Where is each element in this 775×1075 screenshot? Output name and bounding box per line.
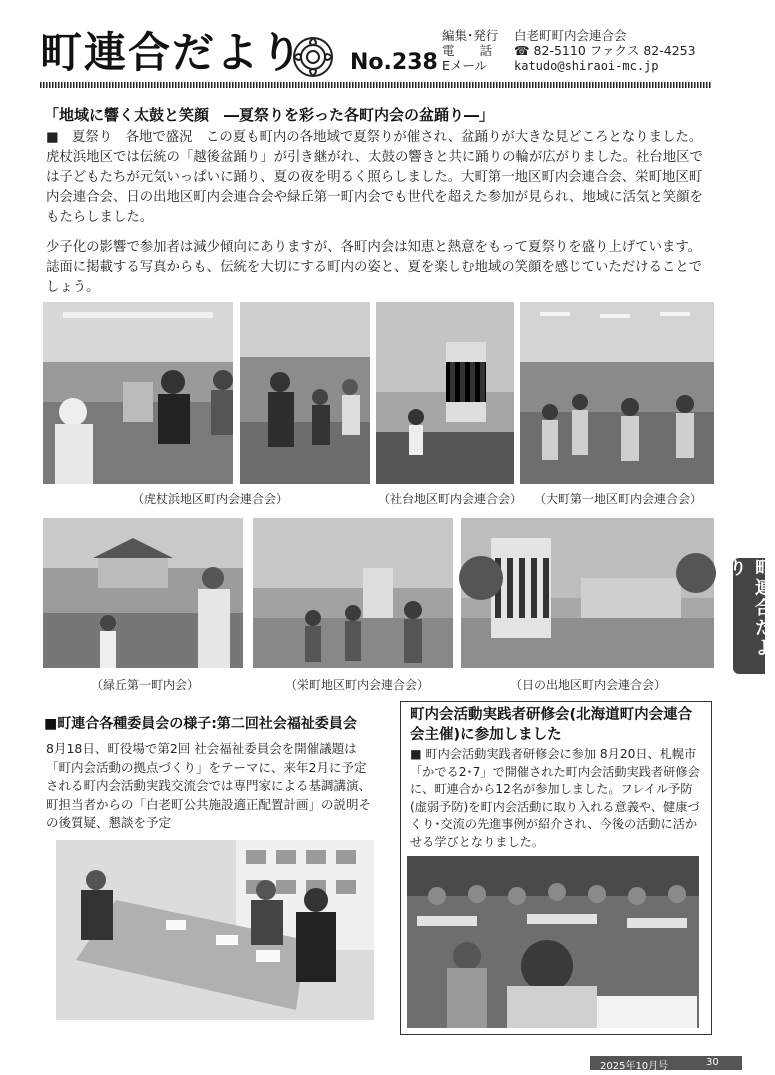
caption-hinode: （日の出地区町内会連合会）: [509, 678, 666, 692]
article-headline: 「地域に響く太鼓と笑顔 ―夏祭りを彩った各町内会の盆踊り―」: [44, 106, 495, 124]
phone-numbers: ☎ 82-5110 ファクス 82-4253: [514, 43, 696, 58]
article-paragraph-2: 少子化の影響で参加者は減少傾向にありますが、各町内会は知恵と熱意をもって夏祭りを盛り上げています。誌面に掲載する写真からも、伝統を大切にする町内の姿と、夏を楽しむ地域の笑顔を感じていただけることでしょう。: [46, 240, 703, 295]
article-paragraph-1: ■ 夏祭り 各地で盛況 この夏も町内の各地域で夏祭りが催され、盆踊りが大きな見どころとなりました。虎杖浜地区では伝統の「越後盆踊り」が引き継がれ、太鼓の響きと共に踊りの輪が広がりました。社台地区では子どもたちが元気いっぱいに踊り、夏の夜を明るく照らしました。大町第一地区町内会連合会、栄町地区町内会連合会、日の出地区町内会連合会や緑丘第一町内会でも世代を超えた参加が見られ、地域に活気と笑顔をもたらしました。: [46, 130, 703, 225]
photo-shadai-bon-odori: [240, 302, 370, 484]
issue-number: No.238: [350, 50, 438, 75]
page-number: 30: [706, 1057, 719, 1068]
training-section-text: ■ 町内会活動実践者研修会に参加 8月20日、札幌市「かでる2･7」で開催された町内会活動実践者研修会に、町連合から12名が参加しました。フレイル予防(虚弱予防)を町内会活動に取り入れる意義や、健康づくり･交流の先進事例が紹介され、今後の活動に活かせる学びとなりました。: [410, 747, 700, 849]
masthead-divider: [40, 82, 712, 88]
photo-midorigaoka-dance: [43, 518, 243, 668]
publisher-name: 白老町町内会連合会: [514, 28, 627, 43]
email-address: katudo@shiraoi-mc.jp: [514, 59, 659, 73]
welfare-committee-text: 8月18日、町役場で第2回 社会福祉委員会を開催議題は「町内会活動の拠点づくり」をテーマに、来年2月に予定される町内会活動実践交流会では専門家による基調講演、町担当者からの「白老町公共施設適正配置計画」の説明その後質疑、懇談を予定: [46, 741, 372, 830]
masthead-title: 町連合だより: [40, 28, 305, 77]
caption-shadai: （社台地区町内会連合会）: [377, 492, 522, 506]
photo-kojohama-bon-odori: [43, 302, 233, 484]
email-label: Eメール: [442, 58, 488, 73]
welfare-committee-title: ■町連合各種委員会の様子:第二回社会福祉委員会: [44, 716, 357, 732]
caption-omachi: （大町第一地区町内会連合会）: [533, 492, 702, 506]
caption-kojohama: （虎杖浜地区町内会連合会）: [131, 492, 288, 506]
side-tab-label: 町連合だより: [733, 558, 765, 674]
photo-omachi-yagura-evening: [376, 302, 514, 484]
training-section-title: 町内会活動実践者研修会(北海道町内会連合会主催)に参加しました: [410, 707, 693, 743]
photo-training-seminar: [407, 856, 699, 1028]
photo-omachi-indoor-dance: [520, 302, 714, 484]
caption-sakaemachi: （栄町地区町内会連合会）: [284, 678, 429, 692]
photo-welfare-committee-meeting: [56, 840, 374, 1020]
caption-midorigaoka: （緑丘第一町内会）: [90, 678, 199, 692]
photo-sakaemachi-dance: [253, 518, 453, 668]
town-emblem-icon: [292, 36, 334, 78]
publisher-label: 編集･発行: [442, 28, 499, 43]
phone-label: 電 話: [442, 43, 493, 58]
photo-hinode-yagura: [461, 518, 714, 668]
footer-date: 2025年10月号: [600, 1061, 669, 1072]
publisher-info: [442, 28, 696, 74]
